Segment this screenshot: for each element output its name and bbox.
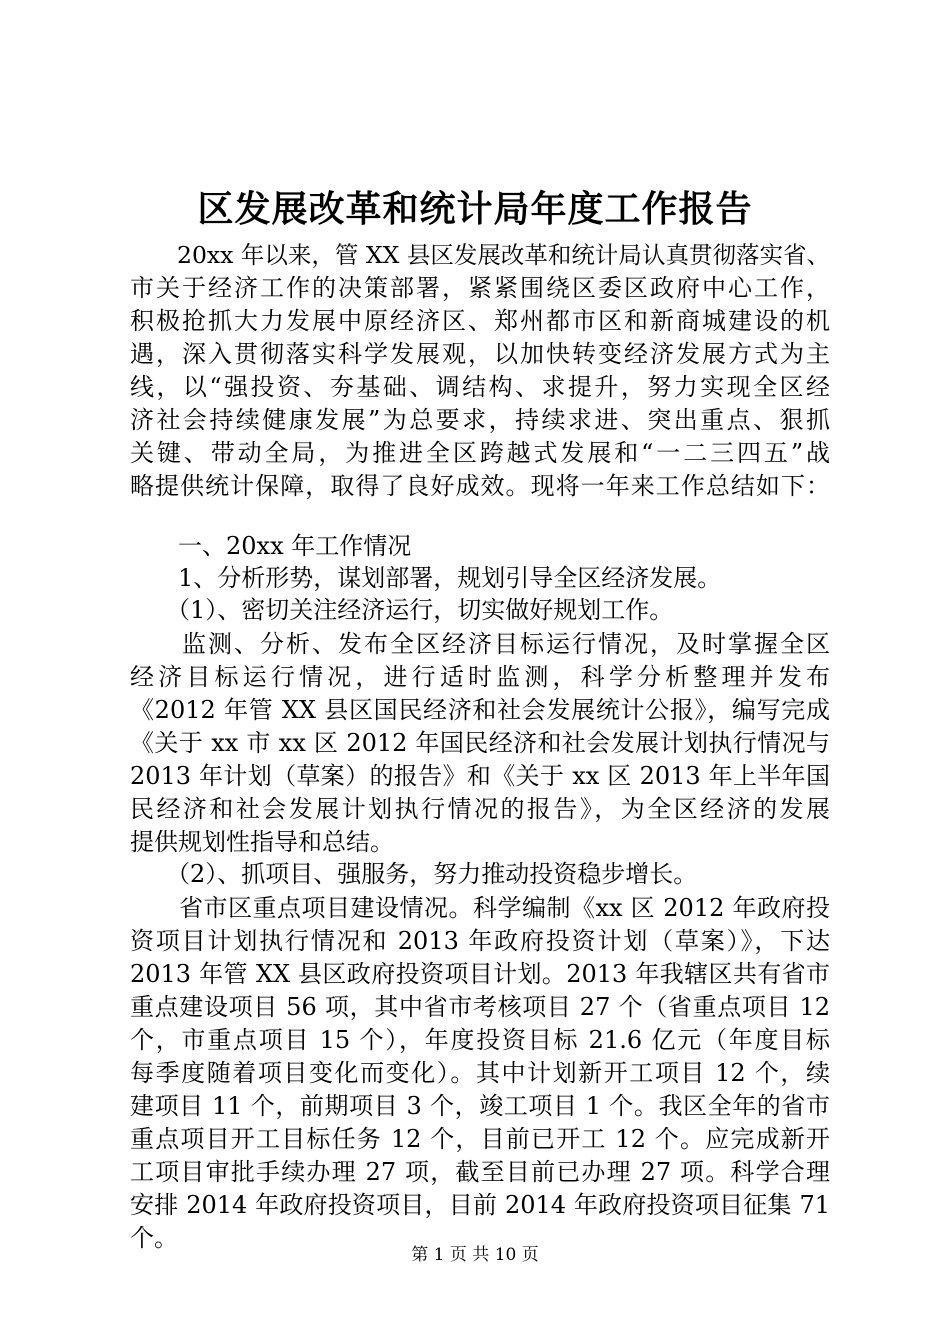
text-line: 20xx 年以来，管 XX 县区发展改革和统计局认真贯彻落实省、 <box>130 241 830 269</box>
text-line: 工项目审批手续办理 27 项，截至目前已办理 27 项。科学合理 <box>130 1158 830 1186</box>
text-line: 重点项目开工目标任务 12 个，目前已开工 12 个。应完成新开 <box>130 1125 830 1153</box>
text-line: 资项目计划执行情况和 2013 年政府投资计划（草案）》，下达 <box>130 927 830 955</box>
text-line: 个，市重点项目 15 个），年度投资目标 21.6 亿元（年度目标 <box>130 1026 830 1054</box>
text-line: 每季度随着项目变化而变化）。其中计划新开工项目 12 个，续 <box>130 1059 830 1087</box>
text-line: 遇，深入贯彻落实科学发展观，以加快转变经济发展方式为主 <box>130 340 830 368</box>
text-line: 经济目标运行情况，进行适时监测，科学分析整理并发布 <box>130 663 830 691</box>
text-line: 民经济和社会发展计划执行情况的报告》，为全区经济的发展 <box>130 795 830 823</box>
text-line: 《关于 xx 市 xx 区 2012 年国民经济和社会发展计划执行情况与 <box>130 729 830 757</box>
text-line: 《2012 年管 XX 县区国民经济和社会发展统计公报》，编写完成 <box>130 696 830 724</box>
text-line: 积极抢抓大力发展中原经济区、郑州都市区和新商城建设的机 <box>130 307 830 335</box>
subsection-heading: （2）、抓项目、强服务，努力推动投资稳步增长。 <box>130 860 698 888</box>
text-line: 关键、带动全局，为推进全区跨越式发展和“一二三四五”战 <box>130 439 830 467</box>
text-line: 安排 2014 年政府投资项目，目前 2014 年政府投资项目征集 71 <box>130 1191 830 1219</box>
text-line: 2013 年管 XX 县区政府投资项目计划。2013 年我辖区共有省市 <box>130 960 830 988</box>
text-line: 2013 年计划（草案）的报告》和《关于 xx 区 2013 年上半年国 <box>130 762 830 790</box>
text-line: 线，以“强投资、夯基础、调结构、求提升，努力实现全区经 <box>130 373 830 401</box>
text-line: 济社会持续健康发展”为总要求，持续求进、突出重点、狠抓 <box>130 406 830 434</box>
subsection-heading: 1、分析形势，谋划部署，规划引导全区经济发展。 <box>130 564 722 592</box>
subsection-heading: （1）、密切关注经济运行，切实做好规划工作。 <box>130 596 674 624</box>
text-line: 略提供统计保障，取得了良好成效。现将一年来工作总结如下： <box>130 472 830 500</box>
text-line: 建项目 11 个，前期项目 3 个，竣工项目 1 个。我区全年的省市 <box>130 1092 830 1120</box>
text-line: 监测、分析、发布全区经济目标运行情况，及时掌握全区 <box>130 630 830 658</box>
text-line: 提供规划性指导和总结。 <box>130 828 394 856</box>
page-footer: 第 1 页 共 10 页 <box>411 1245 539 1265</box>
section-heading: 一、20xx 年工作情况 <box>130 532 412 560</box>
text-line: 个。 <box>130 1224 178 1252</box>
text-line: 市关于经济工作的决策部署，紧紧围绕区委区政府中心工作， <box>130 274 830 302</box>
page-title: 区发展改革和统计局年度工作报告 <box>197 188 753 230</box>
text-line: 省市区重点项目建设情况。科学编制《xx 区 2012 年政府投 <box>130 894 830 922</box>
text-line: 重点建设项目 56 项，其中省市考核项目 27 个（省重点项目 12 <box>130 993 830 1021</box>
